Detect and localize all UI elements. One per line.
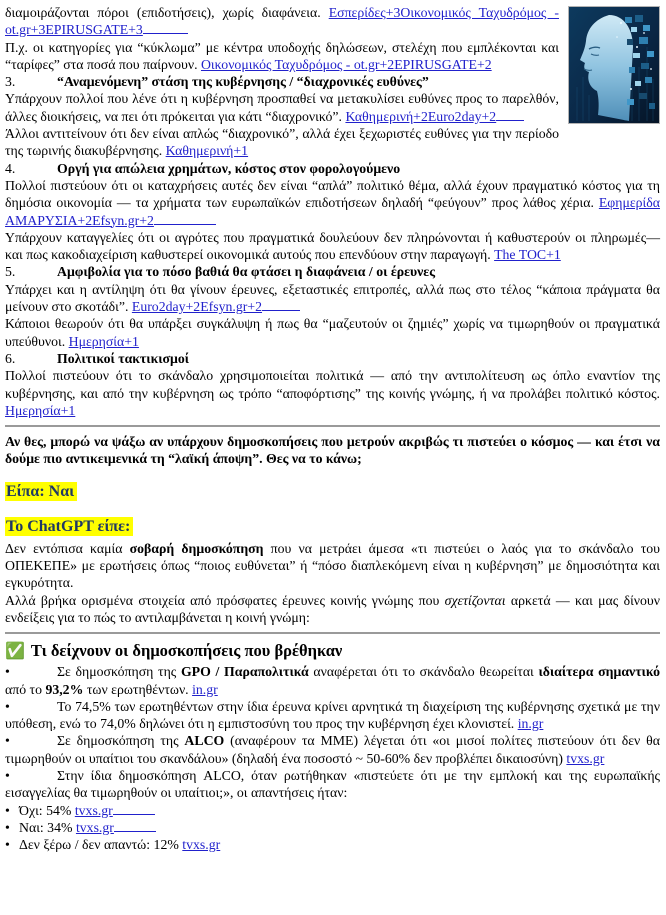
text-run: από το [5, 681, 46, 697]
text-run: σοβαρή δημοσκόπηση [129, 540, 264, 556]
source-link[interactable]: tvxs.gr [566, 750, 605, 766]
text-run: 93,2% [45, 681, 84, 697]
text-run: αναφέρεται ότι το σκάνδαλο θεωρείται [308, 664, 539, 680]
text-run: Υπάρχουν πολλοί που λένε ότι η κυβέρνηση προσπαθεί να μετακυλίσει ευθύνες προς το παρελθόν, άλλες διοικήσεις, να πει ότι πρόκειται για κάτι “διαχρονικό”. [5, 91, 559, 124]
bullet-icon: • [5, 733, 10, 749]
text-run: Σε δημοσκόπηση της [57, 733, 185, 749]
text-run: Πολλοί πιστεύουν ότι το σκάνδαλο χρησιμοποιείται πολιτικά — από την αντιπολίτευση ως όπλο εναντίον της κυβέρνησης, και από την κυβέρνηση ως τρόπο “αποφόρτισης” της κοινής γνώμης, ή να προλάβει πολιτικό κόστος. [5, 368, 660, 401]
source-link[interactable]: in.gr [517, 716, 544, 732]
paragraph [5, 315, 660, 350]
document-blocks [5, 4, 660, 853]
highlight-row [5, 517, 660, 536]
ai-head-illustration [569, 7, 659, 123]
sub-bullet-item [5, 819, 660, 836]
text-run: Σε δημοσκόπηση της [57, 664, 181, 680]
sub-bullet-item [5, 802, 660, 819]
text-run: GPO / Παραπολιτικά [180, 664, 309, 680]
text-run: Κάποιοι θεωρούν ότι θα υπάρξει συγκάλυψη ή πως θα “μαζευτούν οι ζημιές” χωρίς να τιμωρηθούν οι πραγματικά υπεύθυνοι. [5, 316, 660, 349]
text-run: Ναι: 34% [19, 819, 76, 835]
highlighted-text: Είπα: Ναι [5, 482, 77, 501]
paragraph [5, 229, 660, 264]
text-run: Αν θες, μπορώ να ψάξω αν υπάρχουν δημοσκοπήσεις που μετρούν ακριβώς τι πιστεύει ο κόσμος — και έτσι να δούμε πιο αντικειμενικά τη “λαϊκή άποψη”. Θες να το κάνω; [5, 434, 660, 467]
paragraph [5, 177, 660, 229]
bullet-icon: • [5, 837, 10, 853]
text-run: που να μετράει άμεσα «τι πιστεύει ο λαός για το σκάνδαλο του ΟΠΕΚΕΠΕ» με ερωτήσεις όπως “ποιος ευθύνεται” ή “πόσο διαπλεκόμενη είναι η κυβέρνηση” με δημοσιότητα και εγκυρότητα. [5, 540, 661, 591]
numbered-heading [5, 73, 660, 90]
link-underline-tail [114, 820, 156, 832]
highlight-row [5, 482, 660, 501]
link-underline-tail [143, 23, 188, 35]
text-run: των ερωτηθέντων. [83, 681, 193, 697]
text-run: (αναφέρουν τα ΜΜΕ) λέγεται ότι «οι μισοί πολίτες πιστεύουν ότι δεν θα τιμωρηθούν οι υπαίτιοι του σκανδάλου» (δηλαδή ένα ποσοστό ~ 50-60% δεν προβλέπει δικαιοσύνη) [5, 733, 660, 766]
text-run: Το 74,5% των ερωτηθέντων στην ίδια έρευνα κρίνει αρνητικά τη διαχείριση της κυβέρνησης σχετικά με την υπόθεση, ενώ το 74,0% δηλώνει ότι η εμπιστοσύνη του προς την κυβέρνηση έχει κλονιστεί. [5, 698, 660, 732]
ai-head-image [568, 6, 660, 124]
text-run: Στην ίδια δημοσκόπηση ALCO, όταν ρωτήθηκαν «πιστεύετε ότι με την εμπλοκή και της ευρωπαϊκής εισαγγελίας θα τιμωρηθούν οι υπαίτιοι;», οι απαντήσεις ήταν: [5, 767, 660, 801]
link-underline-tail [113, 803, 155, 815]
text-run: Δεν εντόπισα καμία [5, 540, 130, 556]
text-run: ιδιαίτερα σημαντικό [538, 664, 660, 680]
text-run: Υπάρχουν καταγγελίες ότι οι αγρότες που πραγματικά δουλεύουν δεν πληρώνονται ή καθυστερούν οι πληρωμές— και πως κακοδιαχείριση καθυστερεί οικονομικά αυτούς που επενδύουν στην παραγωγή. [5, 229, 660, 263]
text-run: Άλλοι αντιτείνουν ότι δεν είναι απλώς “διαχρονικό”, αλλά έχει ξεχωριστές ευθύνες για την περίοδο της τωρινής διακυβέρνησης. [5, 126, 559, 159]
text-run: Όχι: 54% [19, 802, 75, 818]
source-link[interactable]: Οικονομικός Ταχυδρόμος - ot.gr+2EPIRUSGATE+2 [200, 56, 492, 72]
source-link[interactable]: Εφημερίδα ΑΜΑΡΥΣΙΑ+2Efsyn.gr+2 [5, 195, 660, 228]
item-number: 4. [5, 160, 16, 176]
text-run: Υπάρχει και η αντίληψη ότι θα γίνουν έρευνες, εξεταστικές επιτροπές, αλλά πως στο τέλος “κάποια πράγματα θα μείνουν στο σκοτάδι”. [5, 281, 660, 315]
text-run: διαμοιράζονται πόροι (επιδοτήσεις), χωρίς διαφάνεια. [5, 5, 329, 20]
bullet-icon: • [5, 698, 10, 714]
text-run: ALCO [184, 733, 225, 749]
bullet-item [5, 698, 660, 733]
bullet-item [5, 767, 660, 802]
item-heading-text: “Αναμενόμενη” στάση της κυβέρνησης / “διαχρονικές ευθύνες” [57, 74, 429, 90]
section-heading [5, 640, 660, 661]
paragraph [5, 125, 660, 160]
text-run: Π.χ. οι κατηγορίες για “κύκλωμα” με κέντρα υποδοχής δηλώσεων, στελέχη που εμπλέκονται και “ταρίφες” στα ποσά που παίρνουν. [5, 39, 559, 72]
bullet-icon: • [5, 819, 10, 835]
source-link[interactable]: Ημερησία+1 [68, 333, 139, 349]
bullet-item [5, 732, 660, 767]
link-underline-tail [154, 213, 216, 225]
bullet-icon: • [5, 802, 10, 818]
text-run: Αλλά βρήκα ορισμένα στοιχεία από πρόσφατες έρευνες κοινής γνώμης που [5, 592, 445, 608]
source-link[interactable]: tvxs.gr [75, 819, 114, 835]
source-link[interactable]: Καθημερινή+1 [165, 143, 249, 159]
source-link[interactable]: Καθημερινή+2Euro2day+2 [345, 108, 497, 124]
paragraph [5, 367, 660, 419]
highlighted-text: Το ChatGPT είπε: [5, 517, 133, 536]
source-link[interactable]: Εσπερίδες+3Οικονομικός Ταχυδρόμος - ot.gr+3EPIRUSGATE+3 [5, 5, 559, 38]
paragraph [5, 281, 660, 316]
numbered-heading [5, 160, 660, 177]
paragraph [5, 90, 660, 125]
item-number: 5. [5, 264, 16, 280]
user-question-paragraph [5, 433, 660, 468]
paragraph [5, 39, 660, 74]
item-number: 3. [5, 74, 16, 90]
bullet-icon: • [5, 767, 10, 783]
link-underline-tail [262, 299, 300, 311]
check-icon: ✅ [5, 641, 25, 661]
section-heading-text: Τι δείχνουν οι δημοσκοπήσεις που βρέθηκαν [30, 641, 343, 661]
paragraph [5, 4, 660, 39]
bullet-icon: • [5, 664, 10, 680]
paragraph [5, 540, 660, 592]
separator-line [5, 632, 660, 634]
text-run: Πολλοί πιστεύουν ότι οι καταχρήσεις αυτές δεν είναι “απλά” πολιτικό θέμα, αλλά έχουν πραγματικό κόστος για τη δημόσια οικονομία — τα χρήματα των ευρωπαϊκών επιδοτήσεων δηλαδή “φεύγουν” προς λάθος χέρια. [5, 177, 660, 211]
link-underline-tail [496, 109, 524, 121]
source-link[interactable]: Ημερησία+1 [5, 402, 76, 418]
numbered-heading [5, 263, 660, 280]
document-body [5, 4, 660, 853]
source-link[interactable]: tvxs.gr [74, 802, 113, 818]
item-number: 6. [5, 350, 16, 366]
item-heading-text: Πολιτικοί τακτικισμοί [57, 350, 190, 366]
item-heading-text: Οργή για απώλεια χρημάτων, κόστος στον φορολογούμενο [57, 160, 401, 176]
bullet-item [5, 663, 660, 698]
text-run: σχετίζονται [444, 592, 506, 608]
numbered-heading [5, 350, 660, 367]
source-link[interactable]: The TOC+1 [494, 247, 561, 263]
sub-bullet-item [5, 836, 660, 853]
source-link[interactable]: tvxs.gr [182, 837, 221, 853]
separator-line [5, 425, 660, 427]
source-link[interactable]: Euro2day+2Efsyn.gr+2 [131, 299, 263, 315]
text-run: Δεν ξέρω / δεν απαντώ: 12% [19, 837, 183, 853]
item-heading-text: Αμφιβολία για το πόσο βαθιά θα φτάσει η διαφάνεια / οι έρευνες [57, 264, 436, 280]
source-link[interactable]: in.gr [192, 681, 218, 697]
text-run: αρκετά — και μας δίνουν ενδείξεις για το πώς το αντιλαμβάνεται η κοινή γνώμη: [5, 592, 660, 625]
paragraph [5, 592, 660, 627]
